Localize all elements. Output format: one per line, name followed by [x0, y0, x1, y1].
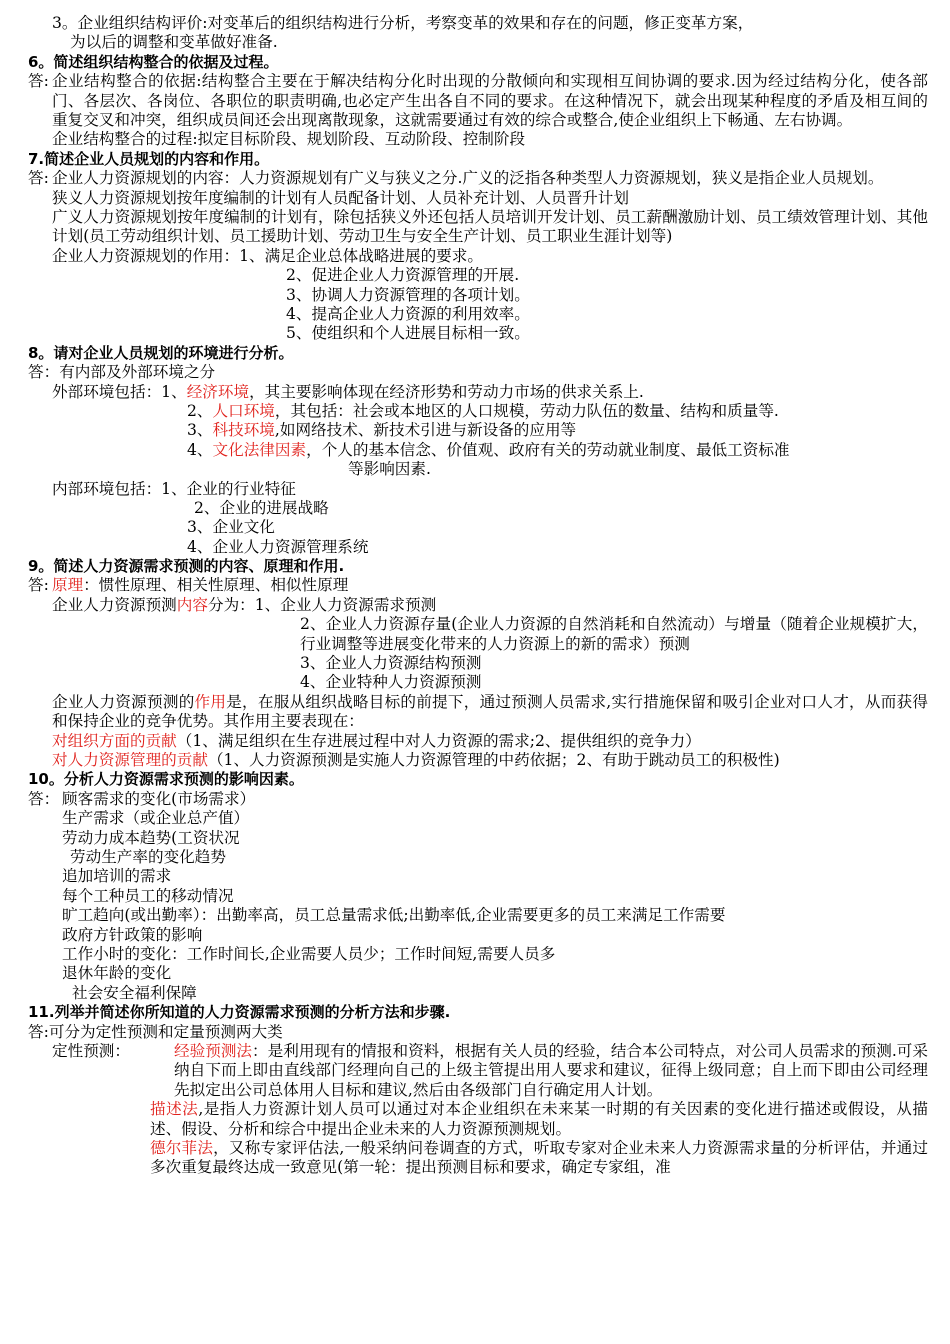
- q7-title: 7.简述企业人员规划的内容和作用。: [28, 149, 270, 168]
- q8-internal-row-1: [28, 480, 928, 499]
- q9-org-contribution: [52, 732, 928, 751]
- q7-role-item: 3、协调人力资源管理的各项计划。: [286, 285, 530, 304]
- q10-factor: 旷工趋向(或出勤率）：出勤率高，员工总量需求低;出勤率低,企业需要更多的员工来满足工作需要: [62, 906, 726, 925]
- q7-role-item: 1、满足企业总体战略进展的要求。: [239, 246, 483, 265]
- q9-content-pre: 企业人力资源预测: [52, 595, 177, 614]
- document-page: [28, 14, 928, 1178]
- q9-org-desc: （1、满足组织在生存进展过程中对人力资源的需求;2、提供组织的竞争力）: [176, 731, 701, 750]
- q9-role-pre: 企业人力资源预测的: [52, 692, 195, 711]
- q11-method-description-desc: ,是指人力资源计划人员可以通过对本企业组织在未来某一时期的有关因素的变化进行描述或假设，从描述、假设、分析和综合中提出企业未来的人力资源预测规划。: [150, 1100, 928, 1138]
- q10-factor: 劳动力成本趋势(工资状况: [62, 828, 240, 847]
- q6-basis: 企业结构整合的依据:结构整合主要在于解决结构分化时出现的分散倾向和实现相互间协调的要求.因为经过结构分化，使各部门、各层次、各岗位、各职位的职责明确,也必定产生出各自不同的要求。在这种情况下，就会出现某种程度的矛盾及相互间的重复交叉和冲突，组织成员间还会出现离散现象，这就需要通过有效的综合或整合,使企业组织上下畅通、左右协调。: [52, 72, 928, 129]
- q8-external-lead: 外部环境包括：: [52, 382, 162, 401]
- q9-title: 9。简述人力资源需求预测的内容、原理和作用.: [28, 557, 345, 576]
- q8-answer-intro: 答：有内部及外部环境之分: [28, 363, 216, 382]
- q11-qualitative: [28, 1042, 928, 1178]
- q11-method-description: [150, 1100, 928, 1139]
- q10-title: 10。分析人力资源需求预测的影响因素。: [28, 770, 304, 789]
- q11-qualitative-lead: 定性预测：: [52, 1041, 130, 1060]
- q8-external-row-3: [28, 421, 928, 440]
- q7-role-lead: 企业人力资源规划的作用：: [52, 246, 240, 265]
- q8-external-key: 经济环境: [186, 382, 250, 401]
- q8-external-row-4-cont: 等影响因素.: [348, 460, 431, 479]
- q11-method-description-key: 描述法: [150, 1100, 199, 1119]
- q11-method-experience: [150, 1042, 928, 1100]
- q7-narrow-plan: 狭义人力资源规划按年度编制的计划有人员配备计划、人员补充计划、人员晋升计划: [52, 188, 629, 207]
- q9-role: [52, 693, 928, 732]
- q9-hr-contribution: [52, 751, 928, 770]
- q11-method-experience-desc: ：是利用现有的情报和资料，根据有关人员的经验，结合本公司特点，对公司人员需求的预测.可采纳自下而上即由直线部门经理向自己的上级主管提出用人要求和建议，征得上级同意；自上而下即由公司经理先拟定出公司总体用人目标和建议,然后由各级部门自行确定用人计划。: [174, 1041, 928, 1099]
- q6-title: 6。简述组织结构整合的依据及过程。: [28, 52, 279, 71]
- q10-factor: 每个工种员工的移动情况: [62, 886, 234, 905]
- q10-factor: 政府方针政策的影响: [62, 925, 203, 944]
- q8-title: 8。请对企业人员规划的环境进行分析。: [28, 343, 294, 362]
- q9-content-item: 4、企业特种人力资源预测: [300, 673, 482, 692]
- q6-answer: [28, 72, 928, 150]
- q7-content: 企业人力资源规划的内容：人力资源规划有广义与狭义之分.广义的泛指各种类型人力资源规划，狭义是指企业人员规划。: [52, 169, 884, 188]
- q6-answer-prefix: 答:: [28, 72, 49, 91]
- q11-title: 11.列举并简述你所知道的人力资源需求预测的分析方法和步骤.: [28, 1003, 451, 1022]
- q9-content-post: 分为：: [207, 595, 255, 614]
- q9-answer-prefix: 答:: [28, 576, 49, 595]
- q11-method-delphi-key: 德尔菲法: [150, 1138, 214, 1157]
- q8-external-key: 人口环境: [212, 401, 275, 420]
- q10-factor: 工作小时的变化：工作时间长,企业需要人员少；工作时间短,需要人员多: [62, 944, 556, 963]
- q11-method-delphi-desc: ，又称专家评估法,一般采纳问卷调查的方式，听取专家对企业未来人力资源需求量的分析评估，并通过多次重复最终达成一致意见(第一轮：提出预测目标和要求，确定专家组，准: [150, 1138, 928, 1177]
- q10-factor-row-1: [28, 790, 928, 809]
- q9-org-key: 对组织方面的贡献: [52, 731, 177, 750]
- q9-role-desc: 是，在服从组织战略目标的前提下，通过预测人员需求,实行措施保留和吸引企业对口人才，从而获得和保持企业的竞争优势。其作用主要表现在：: [52, 692, 928, 731]
- q9-hr-key: 对人力资源管理的贡献: [52, 751, 208, 770]
- q8-external-desc: ，其主要影响体现在经济形势和劳动力市场的供求关系上.: [249, 382, 644, 401]
- q8-internal-item: 3、企业文化: [187, 518, 275, 537]
- q8-external-num: 4、: [187, 440, 213, 459]
- q8-external-num: 1、: [161, 382, 187, 401]
- q10-factor: 顾客需求的变化(市场需求）: [62, 789, 256, 808]
- q9-principle: [52, 576, 928, 595]
- q9-principle-key: 原理: [52, 576, 84, 595]
- q5-evaluation-line: 3。企业组织结构评价:对变革后的组织结构进行分析，考察变革的效果和存在的问题，修正变革方案，: [52, 14, 754, 32]
- q8-external-desc: ，其包括：社会或本地区的人口规模，劳动力队伍的数量、结构和质量等.: [274, 401, 779, 420]
- q11-method-delphi: [150, 1139, 928, 1178]
- q6-process: 企业结构整合的过程:拟定目标阶段、规划阶段、互动阶段、控制阶段: [52, 130, 526, 149]
- q8-external-key: 文化法律因素: [212, 440, 307, 459]
- q10-factor: 劳动生产率的变化趋势: [70, 848, 226, 867]
- q8-internal-item: 4、企业人力资源管理系统: [187, 537, 369, 556]
- q7-role-item: 2、促进企业人力资源管理的开展.: [286, 266, 520, 285]
- q8-external-row-2: [28, 402, 928, 421]
- q9-content-item: 3、企业人力资源结构预测: [300, 654, 482, 673]
- q7-role-item: 4、提高企业人力资源的利用效率。: [286, 304, 530, 323]
- q8-external-desc: ,如网络技术、新技术引进与新设备的应用等: [274, 421, 577, 440]
- q9-principle-desc: ：惯性原理、相关性原理、相似性原理: [83, 576, 349, 595]
- q11-answer-intro: 答:可分为定性预测和定量预测两大类: [28, 1022, 283, 1041]
- q10-factor: 社会安全福利保障: [72, 983, 197, 1002]
- q8-external-desc: ，个人的基本信念、价值观、政府有关的劳动就业制度、最低工资标准: [306, 440, 790, 459]
- q9-hr-desc: （1、人力资源预测是实施人力资源管理的中药依据；2、有助于跳动员工的积极性): [207, 751, 780, 770]
- q9-content-key: 内容: [176, 595, 208, 614]
- q8-external-num: 3、: [187, 421, 213, 440]
- q7-role-item: 5、使组织和个人进展目标相一致。: [286, 324, 530, 343]
- q10-answer-prefix: 答：: [28, 789, 60, 808]
- q11-method-experience-key: 经验预测法: [174, 1041, 253, 1060]
- q8-internal-item: 2、企业的进展战略: [194, 498, 329, 517]
- q7-broad-plan: 广义人力资源规划按年度编制的计划有，除包括狭义外还包括人员培训开发计划、员工薪酬激励计划、员工绩效管理计划、其他计划(员工劳动组织计划、员工援助计划、劳动卫生与安全生产计划、员工职业生涯计划等): [52, 208, 928, 246]
- q10-factor: 退休年龄的变化: [62, 964, 172, 983]
- q10-factor: 生产需求（或企业总产值）: [62, 809, 250, 828]
- q8-external-key: 科技环境: [212, 421, 275, 440]
- q8-external-row-4: [28, 441, 928, 460]
- q9-content-item: 1、企业人力资源需求预测: [254, 595, 437, 614]
- q8-internal-item: 1、企业的行业特征: [161, 479, 296, 498]
- q5-evaluation-cont: 为以后的调整和变革做好准备.: [70, 33, 278, 52]
- q7-role-row-1: [52, 247, 928, 266]
- q9-content-item: 2、企业人力资源存量(企业人力资源的自然消耗和自然流动）与增量（随着企业规模扩大，行业调整等进展变化带来的人力资源上的新的需求）预测: [300, 615, 928, 653]
- q8-internal-lead: 内部环境包括：: [52, 479, 162, 498]
- q8-external-row-1: [28, 383, 928, 402]
- q8-external-num: 2、: [187, 401, 213, 420]
- q10-factor: 追加培训的需求: [62, 867, 172, 886]
- q9-content-row-1: [52, 596, 928, 615]
- q9-role-key: 作用: [194, 692, 227, 711]
- q9-answer: [28, 576, 928, 770]
- q7-answer: [28, 169, 928, 344]
- q7-answer-prefix: 答:: [28, 169, 49, 188]
